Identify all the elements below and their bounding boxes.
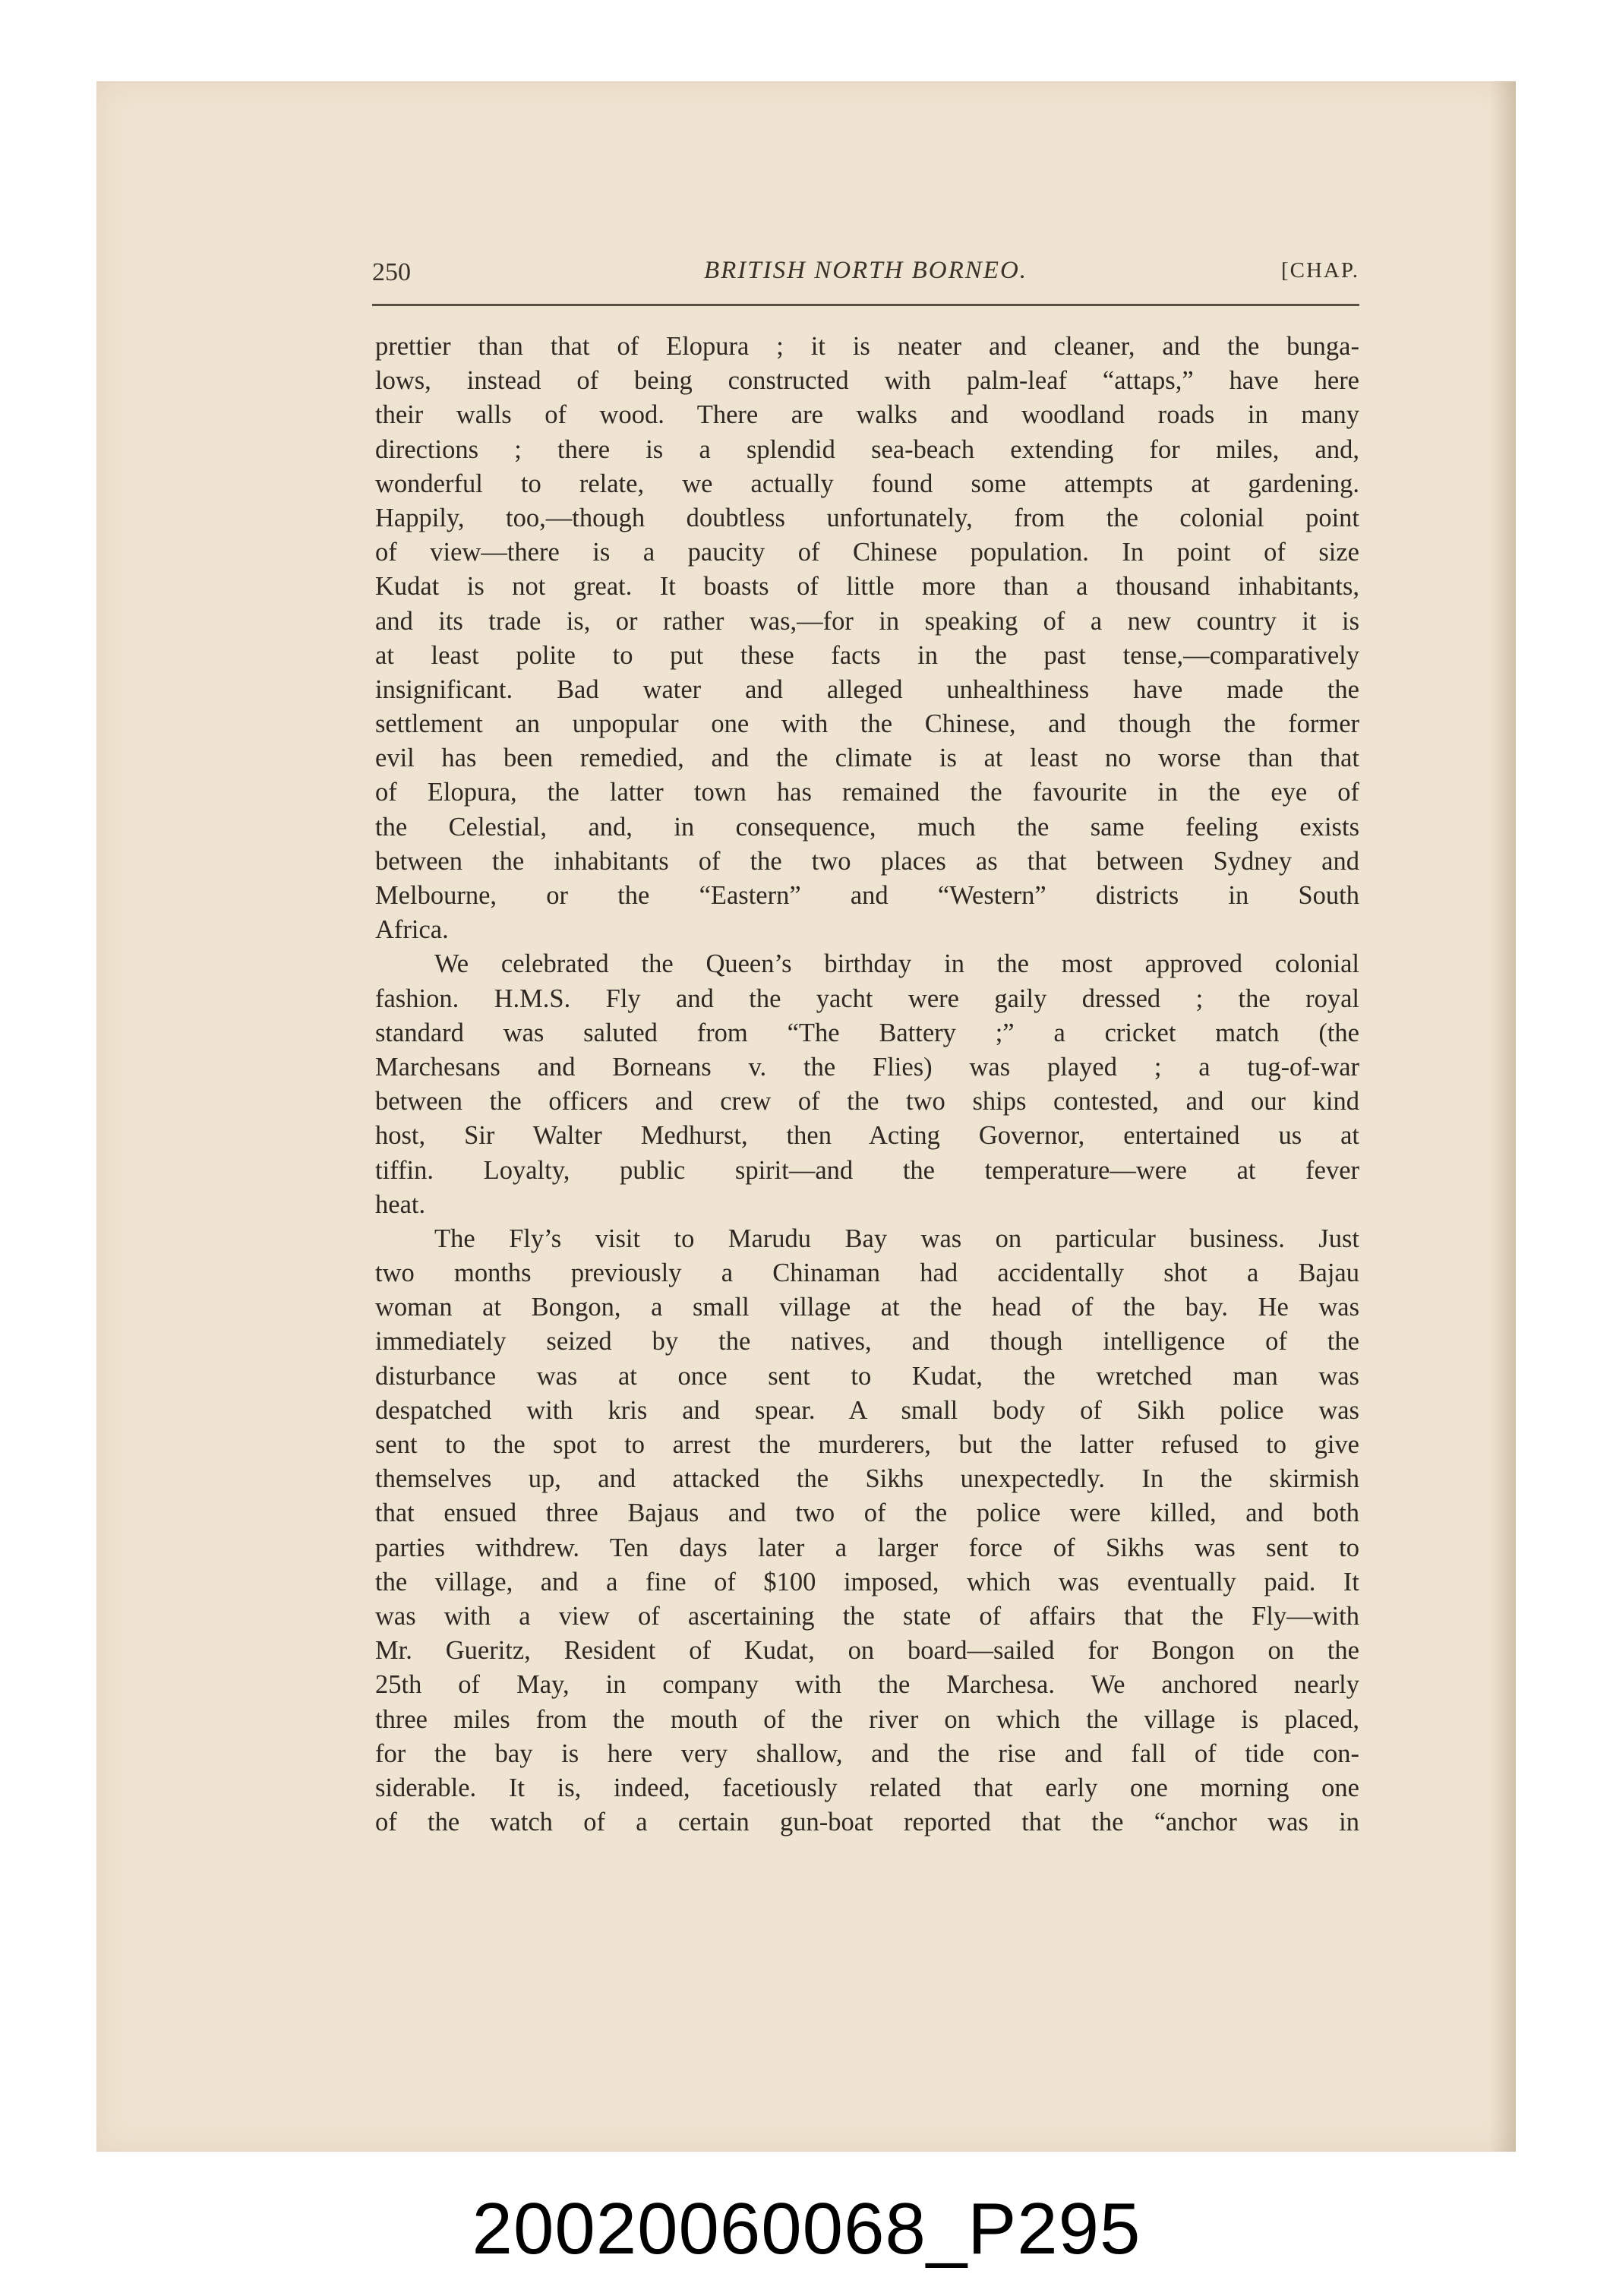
- text-line: wonderful to relate, we actually found some attempts at gardening.: [375, 469, 1359, 498]
- text-line: sent to the spot to arrest the murderers, but the latter refused to give: [375, 1430, 1359, 1459]
- text-line: Melbourne, or the “Eastern” and “Western” districts in South: [375, 881, 1359, 910]
- text-line: Happily, too,—though doubtless unfortunately, from the colonial point: [375, 503, 1359, 532]
- text-line: The Fly’s visit to Marudu Bay was on particular business. Just: [434, 1224, 1359, 1253]
- text-line: at least polite to put these facts in the past tense,—comparatively: [375, 640, 1359, 670]
- text-line: parties withdrew. Ten days later a larger force of Sikhs was sent to: [375, 1533, 1359, 1562]
- text-line: woman at Bongon, a small village at the head of the bay. He was: [375, 1293, 1359, 1322]
- text-line: three miles from the mouth of the river on which the village is placed,: [375, 1704, 1359, 1734]
- text-line: disturbance was at once sent to Kudat, the wretched man was: [375, 1361, 1359, 1391]
- text-line: directions ; there is a splendid sea-beach extending for miles, and,: [375, 434, 1359, 464]
- text-line: prettier than that of Elopura ; it is neater and cleaner, and the bunga-: [375, 332, 1359, 361]
- text-line: immediately seized by the natives, and though intelligence of the: [375, 1327, 1359, 1356]
- text-line: Kudat is not great. It boasts of little more than a thousand inhabitants,: [375, 572, 1359, 602]
- text-line: fashion. H.M.S. Fly and the yacht were gaily dressed ; the royal: [375, 984, 1359, 1013]
- text-line: was with a view of ascertaining the state of affairs that the Fly—with: [375, 1601, 1359, 1631]
- text-line: of view—there is a paucity of Chinese population. In point of size: [375, 538, 1359, 567]
- text-line: tiffin. Loyalty, public spirit—and the temperature—were at fever: [375, 1155, 1359, 1185]
- text-line: Mr. Gueritz, Resident of Kudat, on board—sailed for Bongon on the: [375, 1636, 1359, 1666]
- text-line: host, Sir Walter Medhurst, then Acting Governor, entertained us at: [375, 1121, 1359, 1151]
- text-line: Africa.: [375, 915, 449, 945]
- page-gutter-shadow: [1490, 81, 1516, 2152]
- text-line: settlement an unpopular one with the Chinese, and though the former: [375, 709, 1359, 739]
- text-line: two months previously a Chinaman had accidentally shot a Bajau: [375, 1259, 1359, 1288]
- text-line: their walls of wood. There are walks and woodland roads in many: [375, 400, 1359, 430]
- text-line: despatched with kris and spear. A small body of Sikh police was: [375, 1395, 1359, 1425]
- text-line: that ensued three Bajaus and two of the police were killed, and both: [375, 1499, 1359, 1528]
- text-line: siderable. It is, indeed, facetiously related that early one morning one: [375, 1773, 1359, 1802]
- running-title: BRITISH NORTH BORNEO.: [703, 257, 1028, 284]
- text-line: of Elopura, the latter town has remained the favourite in the eye of: [375, 778, 1359, 807]
- text-line: for the bay is here very shallow, and the rise and fall of tide con-: [375, 1739, 1359, 1768]
- text-line: the Celestial, and, in consequence, much the same feeling exists: [375, 812, 1359, 842]
- running-header: [372, 258, 1359, 304]
- text-line: heat.: [375, 1189, 426, 1219]
- text-line: insignificant. Bad water and alleged unhealthiness have made the: [375, 674, 1359, 704]
- text-line: 25th of May, in company with the Marchesa. We anchored nearly: [375, 1670, 1359, 1700]
- page-number: 250: [372, 258, 411, 286]
- text-line: the village, and a fine of $100 imposed, which was eventually paid. It: [375, 1567, 1359, 1596]
- text-line: lows, instead of being constructed with palm-leaf “attaps,” have here: [375, 366, 1359, 396]
- text-line: Marchesans and Borneans v. the Flies) was played ; a tug-of-war: [375, 1052, 1359, 1082]
- body-text: [375, 330, 1359, 1840]
- header-rule: [372, 304, 1359, 306]
- text-line: and its trade is, or rather was,—for in speaking of a new country it is: [375, 606, 1359, 636]
- text-line: We celebrated the Queen’s birthday in the most approved colonial: [434, 949, 1359, 979]
- text-line: between the inhabitants of the two places as that between Sydney and: [375, 846, 1359, 876]
- text-line: themselves up, and attacked the Sikhs unexpectedly. In the skirmish: [375, 1464, 1359, 1494]
- accession-number: 20020060068_P295: [472, 2188, 1141, 2269]
- text-line: of the watch of a certain gun-boat reported that the “anchor was in: [375, 1808, 1359, 1837]
- text-line: evil has been remedied, and the climate is at least no worse than that: [375, 744, 1359, 773]
- text-line: standard was saluted from “The Battery ;” a cricket match (the: [375, 1018, 1359, 1047]
- text-line: between the officers and crew of the two ships contested, and our kind: [375, 1087, 1359, 1116]
- chapter-mark: [CHAP.: [1280, 258, 1359, 283]
